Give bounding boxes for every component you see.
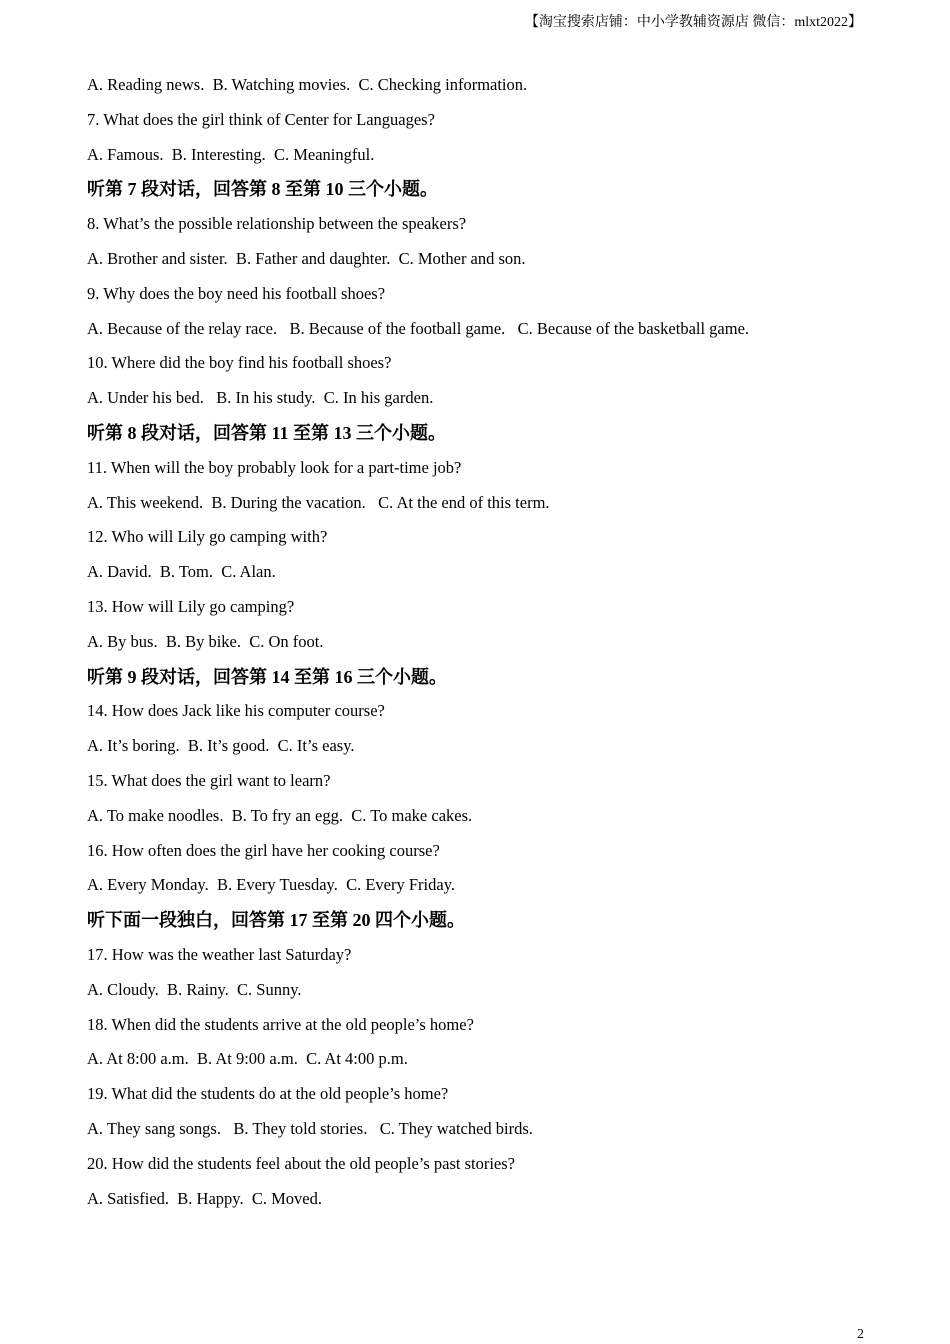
answer-options: A. To make noodles. B. To fry an egg. C. To make cakes. xyxy=(87,805,473,825)
question-16: 16. How often does the girl have her cooking course? xyxy=(87,840,440,860)
answer-options: A. David. B. Tom. C. Alan. xyxy=(87,562,276,582)
question-15: 15. What does the girl want to learn? xyxy=(87,770,331,790)
question-7: 7. What does the girl think of Center for Languages? xyxy=(87,109,435,129)
answer-options: A. It’s boring. B. It’s good. C. It’s easy. xyxy=(87,736,355,756)
answer-options: A. At 8:00 a.m. B. At 9:00 a.m. C. At 4:00 p.m. xyxy=(87,1049,408,1069)
answer-options: A. This weekend. B. During the vacation. C. At the end of this term. xyxy=(87,492,550,512)
question-13: 13. How will Lily go camping? xyxy=(87,596,295,616)
question-8: 8. What’s the possible relationship between the speakers? xyxy=(87,214,467,234)
question-17: 17. How was the weather last Saturday? xyxy=(87,944,352,964)
answer-options: A. Under his bed. B. In his study. C. In his garden. xyxy=(87,388,434,408)
answer-options: A. Every Monday. B. Every Tuesday. C. Every Friday. xyxy=(87,875,455,895)
question-11: 11. When will the boy probably look for a part-time job? xyxy=(87,457,462,477)
question-19: 19. What did the students do at the old people’s home? xyxy=(87,1084,449,1104)
answer-options: A. By bus. B. By bike. C. On foot. xyxy=(87,631,324,651)
answer-options: A. They sang songs. B. They told stories. C. They watched birds. xyxy=(87,1118,533,1138)
question-18: 18. When did the students arrive at the old people’s home? xyxy=(87,1014,474,1034)
answer-options: A. Cloudy. B. Rainy. C. Sunny. xyxy=(87,979,302,999)
answer-options: A. Brother and sister. B. Father and daughter. C. Mother and son. xyxy=(87,248,526,268)
section-heading-dialogue-8: 听第 8 段对话，回答第 11 至第 13 三个小题。 xyxy=(87,422,447,443)
question-9: 9. Why does the boy need his football shoes? xyxy=(87,283,386,303)
answer-options: A. Famous. B. Interesting. C. Meaningful. xyxy=(87,144,375,164)
answer-options: A. Satisfied. B. Happy. C. Moved. xyxy=(87,1188,322,1208)
page-number: 2 xyxy=(857,1327,864,1342)
section-heading-dialogue-7: 听第 7 段对话，回答第 8 至第 10 三个小题。 xyxy=(87,179,438,200)
section-heading-monologue: 听下面一段独白，回答第 17 至第 20 四个小题。 xyxy=(87,910,465,931)
question-10: 10. Where did the boy find his football shoes? xyxy=(87,353,392,373)
question-14: 14. How does Jack like his computer course? xyxy=(87,701,385,721)
answer-options: A. Because of the relay race. B. Because of the football game. C. Because of the basketball game. xyxy=(87,318,750,338)
question-20: 20. How did the students feel about the old people’s past stories? xyxy=(87,1153,516,1173)
question-12: 12. Who will Lily go camping with? xyxy=(87,527,328,547)
section-heading-dialogue-9: 听第 9 段对话，回答第 14 至第 16 三个小题。 xyxy=(87,666,447,687)
document-body xyxy=(87,68,887,1216)
page-header: 【淘宝搜索店铺：中小学教辅资源店 微信：mlxt2022】 xyxy=(524,15,862,30)
answer-options: A. Reading news. B. Watching movies. C. Checking information. xyxy=(87,75,528,94)
